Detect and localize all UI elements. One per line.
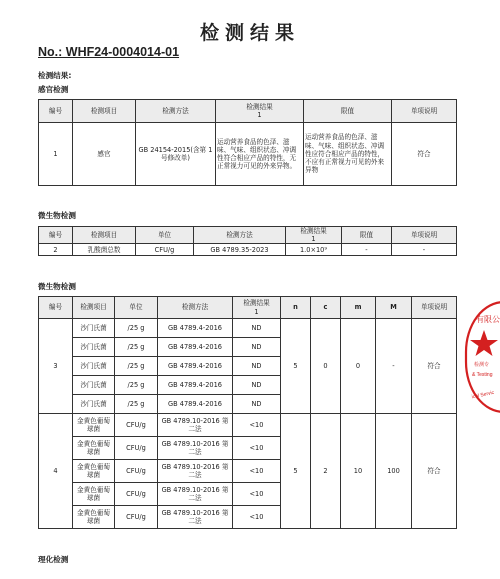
cell-M: 100 xyxy=(376,414,412,529)
cell-c: 0 xyxy=(311,319,341,414)
header-m: m xyxy=(341,297,376,319)
cell-result: <10 xyxy=(233,414,281,437)
page-title: 检测结果 xyxy=(199,22,300,44)
cell-item: 沙门氏菌 xyxy=(73,357,115,376)
section-sensory: 感官检测 xyxy=(38,85,69,94)
cell-result: <10 xyxy=(233,437,281,460)
cell-method: GB 4789.35-2023 xyxy=(194,244,286,256)
cell-n: 5 xyxy=(281,319,311,414)
header-M: M xyxy=(376,297,412,319)
cell-item: 金黄色葡萄球菌 xyxy=(73,506,115,529)
cell-item: 沙门氏菌 xyxy=(73,395,115,414)
header-note: 单项说明 xyxy=(392,100,457,123)
header-unit: 单位 xyxy=(136,227,194,244)
cell-item: 沙门氏菌 xyxy=(73,376,115,395)
header-limit: 限值 xyxy=(342,227,392,244)
cell-result: ND xyxy=(233,338,281,357)
cell-unit: CFU/g xyxy=(115,414,158,437)
header-unit: 单位 xyxy=(115,297,158,319)
table-row xyxy=(39,123,457,186)
cell-result: 运动营养食品的色泽、滋味、气味、组织状态、冲调性符合相应产品的特性，无正常视力可见的外来异物。 xyxy=(216,123,304,186)
section-physchem: 理化检测 xyxy=(38,555,69,564)
results-label: 检测结果: xyxy=(38,71,72,80)
cell-result: ND xyxy=(233,319,281,338)
star-icon xyxy=(470,330,498,356)
cell-item: 乳酸菌总数 xyxy=(73,244,136,256)
cell-note: 符合 xyxy=(412,414,457,529)
cell-item: 沙门氏菌 xyxy=(73,319,115,338)
cell-M: - xyxy=(376,319,412,414)
header-method: 检测方法 xyxy=(194,227,286,244)
cell-method: GB 4789.10-2016 第二法 xyxy=(158,483,233,506)
header-result: 检测结果 1 xyxy=(216,100,304,123)
cell-method: GB 4789.4-2016 xyxy=(158,395,233,414)
header-result: 检测结果 1 xyxy=(233,297,281,319)
header-note: 单项说明 xyxy=(392,227,457,244)
seal-text-top: 有限公 xyxy=(476,315,500,324)
cell-result: <10 xyxy=(233,506,281,529)
header-c: c xyxy=(311,297,341,319)
cell-no: 1 xyxy=(39,123,73,186)
cell-method: GB 24154-2015(含第 1 号修改单) xyxy=(136,123,216,186)
cell-item: 金黄色葡萄球菌 xyxy=(73,437,115,460)
cell-limit: 运动营养食品的色泽、滋味、气味、组织状态、冲调性应符合相应产品的特性，不应有正常视力可见的外来异物 xyxy=(304,123,392,186)
seal-text-bot: ical Servic xyxy=(471,389,495,401)
cell-no: 4 xyxy=(39,414,73,529)
header-limit: 限值 xyxy=(304,100,392,123)
header-no: 编号 xyxy=(39,297,73,319)
cell-note: 符合 xyxy=(412,319,457,414)
header-result: 检测结果 1 xyxy=(286,227,342,244)
cell-method: GB 4789.4-2016 xyxy=(158,319,233,338)
cell-item: 金黄色葡萄球菌 xyxy=(73,414,115,437)
header-note: 单项说明 xyxy=(412,297,457,319)
section-micro-1: 微生物检测 xyxy=(38,211,76,220)
cell-result: <10 xyxy=(233,483,281,506)
micro-table-1 xyxy=(38,226,457,256)
header-n: n xyxy=(281,297,311,319)
cell-result: ND xyxy=(233,376,281,395)
cell-unit: CFU/g xyxy=(115,483,158,506)
header-item: 检测项目 xyxy=(73,100,136,123)
header-no: 编号 xyxy=(39,100,73,123)
cell-result: ND xyxy=(233,395,281,414)
cell-method: GB 4789.10-2016 第二法 xyxy=(158,460,233,483)
cell-unit: /25 g xyxy=(115,376,158,395)
cell-unit: /25 g xyxy=(115,395,158,414)
cell-unit: /25 g xyxy=(115,357,158,376)
cell-unit: CFU/g xyxy=(136,244,194,256)
cell-m: 0 xyxy=(341,319,376,414)
section-micro-2: 微生物检测 xyxy=(38,282,76,291)
header-method: 检测方法 xyxy=(158,297,233,319)
header-item: 检测项目 xyxy=(73,227,136,244)
cell-unit: CFU/g xyxy=(115,437,158,460)
cell-item: 金黄色葡萄球菌 xyxy=(73,483,115,506)
cell-result: ND xyxy=(233,357,281,376)
seal-text-low: & Testing xyxy=(472,372,493,378)
header-no: 编号 xyxy=(39,227,73,244)
table-row xyxy=(39,319,457,338)
cell-unit: CFU/g xyxy=(115,506,158,529)
sensory-table xyxy=(38,99,457,186)
cell-item: 感官 xyxy=(73,123,136,186)
header-method: 检测方法 xyxy=(136,100,216,123)
cell-note: - xyxy=(392,244,457,256)
cell-item: 金黄色葡萄球菌 xyxy=(73,460,115,483)
cell-unit: CFU/g xyxy=(115,460,158,483)
cell-m: 10 xyxy=(341,414,376,529)
report-number: No.: WHF24-0004014-01 xyxy=(38,45,180,59)
cell-c: 2 xyxy=(311,414,341,529)
cell-no: 2 xyxy=(39,244,73,256)
cell-method: GB 4789.10-2016 第二法 xyxy=(158,437,233,460)
cell-note: 符合 xyxy=(392,123,457,186)
table-row xyxy=(39,414,457,437)
table-row xyxy=(39,244,457,256)
cell-method: GB 4789.4-2016 xyxy=(158,357,233,376)
cell-result: <10 xyxy=(233,460,281,483)
cell-method: GB 4789.10-2016 第二法 xyxy=(158,506,233,529)
header-item: 检测项目 xyxy=(73,297,115,319)
company-seal xyxy=(462,300,500,415)
cell-method: GB 4789.10-2016 第二法 xyxy=(158,414,233,437)
cell-method: GB 4789.4-2016 xyxy=(158,376,233,395)
cell-n: 5 xyxy=(281,414,311,529)
seal-text-mid: 检测专 xyxy=(474,362,490,368)
cell-limit: - xyxy=(342,244,392,256)
cell-unit: /25 g xyxy=(115,319,158,338)
cell-unit: /25 g xyxy=(115,338,158,357)
cell-item: 沙门氏菌 xyxy=(73,338,115,357)
cell-method: GB 4789.4-2016 xyxy=(158,338,233,357)
cell-result: 1.0×10⁹ xyxy=(286,244,342,256)
cell-no: 3 xyxy=(39,319,73,414)
micro-table-2 xyxy=(38,296,457,529)
